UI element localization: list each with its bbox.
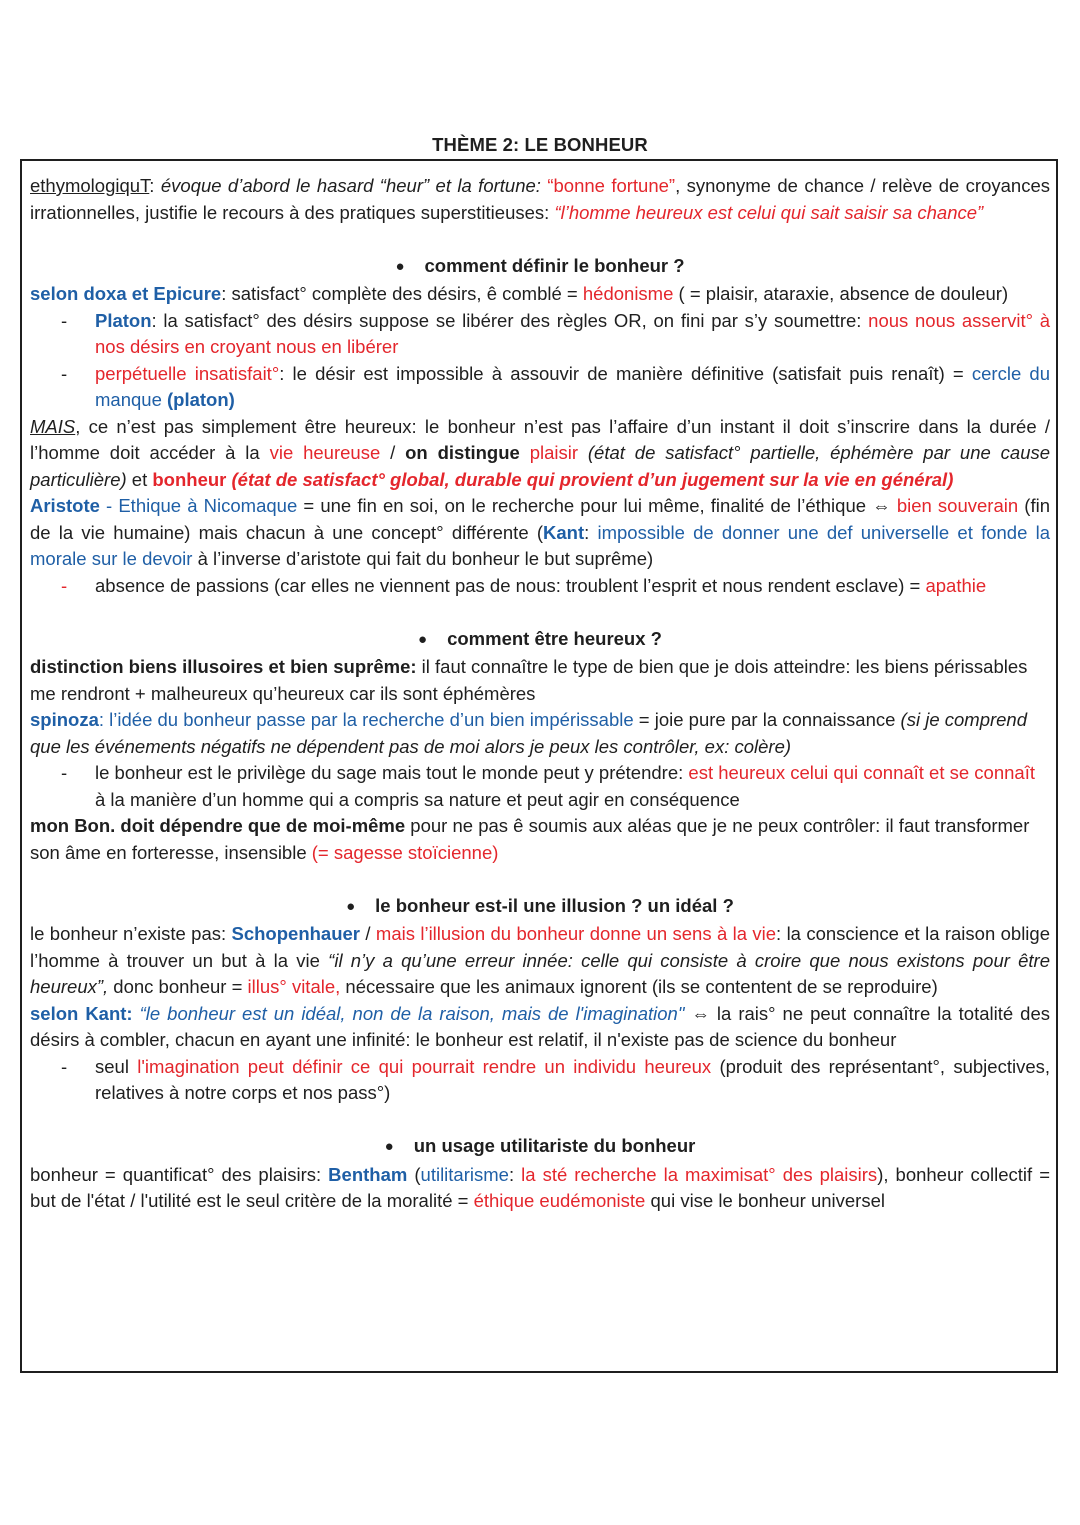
dash-icon: -: [61, 762, 68, 783]
schopenhauer-paragraph: le bonheur n’existe pas: Schopenhauer / mais l’illusion du bonheur donne un sens à la vie: la conscience et la raison oblige l’homme à trouver un but à la vie “il n’y a qu’une erreur innée: celle qui consiste à croire que nous existons pour être heureux”, donc bonheur = illus° vitale, nécessaire que les animaux ignorent (ils se contentent de se reproduire): [30, 923, 1050, 997]
bullet-icon: ●: [395, 257, 405, 275]
bullet-icon: ●: [418, 630, 428, 648]
bullet-icon: ●: [346, 897, 356, 915]
section-heading-etre-heureux: ● comment être heureux ?: [418, 627, 662, 649]
kant-paragraph: selon Kant: “le bonheur est un idéal, non de la raison, mais de l'imagination" ⇔ la rais° ne peut connaître la totalité des désirs à combler, chacun en ayant une infinité: le bonheur est relatif, il n'existe pas de science du bonheur: [30, 1002, 1050, 1050]
dash-icon: -: [61, 362, 68, 384]
page-title: THÈME 2: LE BONHEUR: [432, 134, 648, 155]
dash-icon: -: [61, 309, 68, 331]
stoic-paragraph: mon Bon. doit dépendre que de moi-même pour ne pas ê soumis aux aléas que je ne peux contrôler: il faut transformer son âme en forteresse, insensible (= sagesse stoïcienne): [30, 815, 1030, 863]
doxa-paragraph: selon doxa et Epicure: satisfact° complète des désirs, ê comblé = hédonisme ( = plaisir, ataraxie, absence de douleur): [30, 283, 1009, 304]
etymology-quote: “l’homme heureux est celui qui sait saisir sa chance”: [554, 201, 984, 223]
spinoza-paragraph: spinoza: l’idée du bonheur passe par la recherche d’un bien impérissable = joie pure par la connaissance (si je comprend que les événements négatifs ne dépendent pas de moi alors je peux les contrôler, ex: colère): [30, 709, 1028, 757]
etymology-term: ethymologiquT: [30, 175, 150, 196]
aristote-paragraph: Aristote - Ethique à Nicomaque = une fin en soi, on le recherche pour lui même, finalité de l’éthique ⇔ bien souverain (fin de la vie humaine) mais chacun à une concept° différente (Kant: impossible de donner une def universelle et fonde la morale sur le devoir à l’inverse d’aristote qui fait du bonheur le but suprême): [30, 495, 1050, 569]
list-item-insatisfaction: - perpétuelle insatisfait°: le désir est impossible à assouvir de manière définitive (satisfait puis renaît) = cercle du manque (platon): [61, 362, 1050, 410]
bullet-icon: ●: [384, 1138, 394, 1155]
list-item-sage: - le bonheur est le privilège du sage mais tout le monde peut y prétendre: est heureux celui qui connaît et se connaît à la manière d’un homme qui a compris sa nature et peut agir en conséquence: [61, 762, 1035, 810]
dash-icon: -: [61, 574, 68, 596]
list-item-apathie: - absence de passions (car elles ne viennent pas de nous: troublent l’esprit et nous rendent esclave) = apathie: [30, 573, 1050, 600]
etymology-paragraph: ethymologiquT: évoque d’abord le hasard “heur” et la fortune: “bonne fortune”, synonyme de chance / relève de croyances irrationnelles, justifie le recours à des pratiques superstitieuses: “l’homme heureux est celui qui sait saisir sa chance”: [30, 175, 1050, 223]
list-item-platon: - Platon: la satisfact° des désirs suppose se libérer des règles OR, on fini par s’y soumettre: nous nous asservit° à nos désirs en croyant nous en libérer: [61, 309, 1051, 357]
section-heading-utilitariste: ● un usage utilitariste du bonheur: [384, 1135, 696, 1156]
section-heading-definir: ● comment définir le bonheur ?: [395, 254, 685, 276]
section-heading-illusion: ● le bonheur est-il une illusion ? un idéal ?: [346, 894, 734, 916]
distinction-paragraph: distinction biens illusoires et bien suprême: il faut connaître le type de bien que je dois atteindre: les biens périssables me rendront + malheureux qu’heureux car ils sont éphémères: [30, 656, 1028, 704]
dash-icon: -: [61, 1055, 68, 1077]
list-item-imagination: - seul l'imagination peut définir ce qui pourrait rendre un individu heureux (produit des représentant°, subjectives, relatives à notre corps et nos pass°): [61, 1055, 1051, 1103]
mais-paragraph: MAIS, ce n’est pas simplement être heureux: le bonheur n’est pas l’affaire d’un instant il doit s’inscrire dans la durée / l’homme doit accéder à la vie heureuse / on distingue plaisir (état de satisfact° partielle, éphémère par une cause particulière) et bonheur (état de satisfact° global, durable qui provient d’un jugement sur la vie en général): [30, 415, 1051, 490]
bentham-paragraph: bonheur = quantificat° des plaisirs: Bentham (utilitarisme: la sté recherche la maximisat° des plaisirs), bonheur collectif = but de l'état / l'utilité est le seul critère de la moralité = éthique eudémoniste qui vise le bonheur universel: [30, 1163, 1050, 1211]
notes-content: [30, 173, 1050, 1215]
